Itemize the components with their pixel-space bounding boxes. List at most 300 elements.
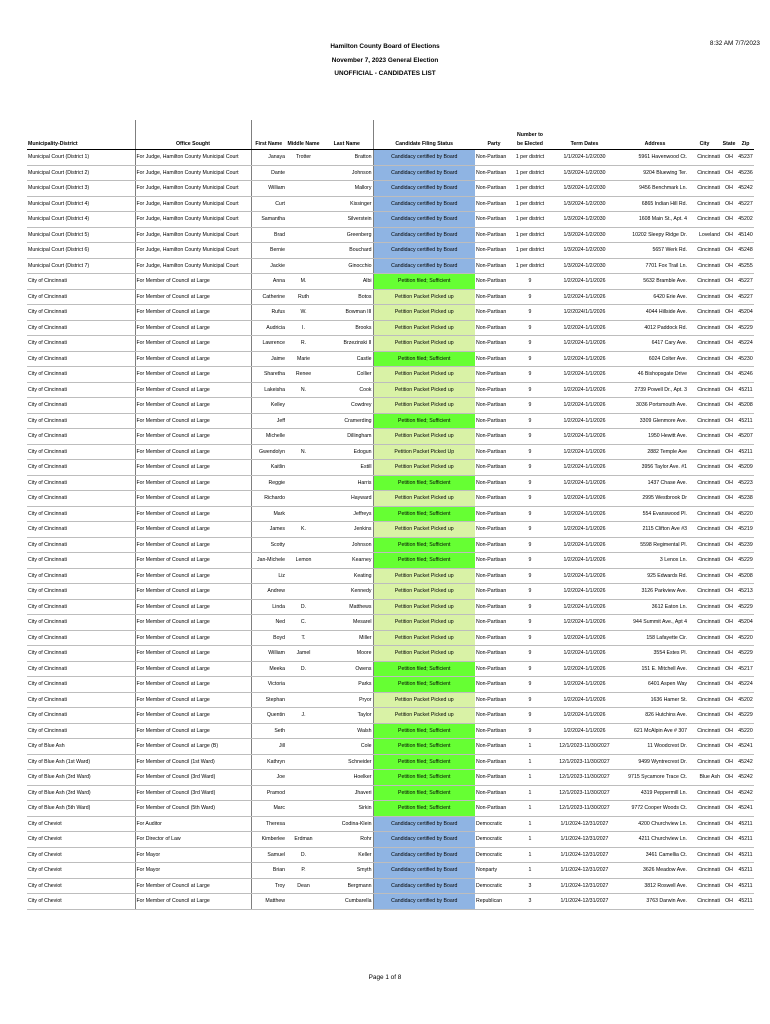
cell-middle-name	[286, 677, 321, 693]
cell-status: Petition Packet Picked up	[373, 599, 475, 615]
cell-term-dates: 1/2/2024-1/1/2026	[547, 491, 622, 507]
cell-status: Petition Packet Picked up	[373, 305, 475, 321]
cell-city: Cincinnati	[688, 429, 721, 445]
cell-office: For Member of Council at Large	[135, 475, 251, 491]
cell-number-elected: 1 per district	[513, 227, 547, 243]
cell-address: 1437 Chase Ave.	[622, 475, 688, 491]
cell-office: For Member of Council at Large	[135, 661, 251, 677]
cell-zip: 45230	[737, 351, 754, 367]
cell-city: Cincinnati	[688, 661, 721, 677]
cell-state: OH	[721, 615, 737, 631]
cell-number-elected: 1 per district	[513, 181, 547, 197]
cell-office: For Member of Council at Large	[135, 568, 251, 584]
cell-party: Non-Partisan	[475, 568, 513, 584]
cell-city: Blue Ash	[688, 770, 721, 786]
cell-municipality: City of Blue Ash (3rd Ward)	[27, 785, 135, 801]
cell-middle-name	[286, 475, 321, 491]
table-row	[27, 398, 754, 414]
cell-office: For Member of Council at Large	[135, 615, 251, 631]
cell-municipality: Municipal Court (District 2)	[27, 165, 135, 181]
cell-number-elected: 9	[513, 506, 547, 522]
table-row	[27, 553, 754, 569]
cell-middle-name: Lemon	[286, 553, 321, 569]
cell-state: OH	[721, 413, 737, 429]
cell-municipality: City of Cincinnati	[27, 599, 135, 615]
cell-first-name: Liz	[251, 568, 286, 584]
cell-municipality: City of Cincinnati	[27, 537, 135, 553]
cell-municipality: City of Cincinnati	[27, 444, 135, 460]
cell-city: Cincinnati	[688, 351, 721, 367]
cell-number-elected: 9	[513, 584, 547, 600]
cell-first-name: Andrew	[251, 584, 286, 600]
table-row	[27, 150, 754, 166]
cell-term-dates: 1/2/2024-1/1/2026	[547, 506, 622, 522]
cell-zip: 45229	[737, 553, 754, 569]
cell-number-elected: 9	[513, 615, 547, 631]
table-row	[27, 863, 754, 879]
cell-first-name: Catherine	[251, 289, 286, 305]
cell-number-elected: 9	[513, 599, 547, 615]
cell-state: OH	[721, 274, 737, 290]
cell-zip: 45213	[737, 584, 754, 600]
cell-municipality: City of Cincinnati	[27, 460, 135, 476]
cell-first-name: Linda	[251, 599, 286, 615]
cell-status: Petition filed; Sufficient	[373, 739, 475, 755]
table-row	[27, 646, 754, 662]
cell-municipality: Municipal Court (District 5)	[27, 227, 135, 243]
cell-address: 621 McAlpin Ave # 307	[622, 723, 688, 739]
table-row	[27, 196, 754, 212]
cell-middle-name	[286, 584, 321, 600]
cell-office: For Member of Council at Large	[135, 878, 251, 894]
table-row	[27, 832, 754, 848]
cell-status: Candidacy certified by Board	[373, 243, 475, 259]
cell-status: Candidacy certified by Board	[373, 847, 475, 863]
cell-zip: 45209	[737, 460, 754, 476]
cell-city: Cincinnati	[688, 212, 721, 228]
cell-party: Non-Partisan	[475, 444, 513, 460]
cell-term-dates: 12/1/2023-11/30/2027	[547, 801, 622, 817]
cell-number-elected: 9	[513, 413, 547, 429]
cell-address: 1636 Hamer St.	[622, 692, 688, 708]
cell-status: Petition filed; Sufficient	[373, 770, 475, 786]
header-row	[27, 120, 754, 150]
cell-first-name: William	[251, 181, 286, 197]
cell-number-elected: 9	[513, 475, 547, 491]
cell-term-dates: 1/2/2024-1/1/2026	[547, 661, 622, 677]
cell-first-name: Dante	[251, 165, 286, 181]
cell-state: OH	[721, 537, 737, 553]
cell-term-dates: 1/1/2024-12/31/2027	[547, 878, 622, 894]
cell-last-name: Schneider	[321, 754, 373, 770]
candidates-table	[27, 120, 754, 910]
cell-city: Cincinnati	[688, 320, 721, 336]
col-status: Candidate Filing Status	[373, 120, 475, 150]
cell-status: Candidacy certified by Board	[373, 832, 475, 848]
cell-number-elected: 9	[513, 320, 547, 336]
cell-city: Cincinnati	[688, 832, 721, 848]
cell-first-name: Victoria	[251, 677, 286, 693]
cell-office: For Member of Council at Large	[135, 336, 251, 352]
cell-last-name: Brzezinski II	[321, 336, 373, 352]
cell-office: For Member of Council at Large	[135, 398, 251, 414]
cell-term-dates: 1/2/2024-1/1/2026	[547, 522, 622, 538]
cell-middle-name	[286, 754, 321, 770]
cell-state: OH	[721, 212, 737, 228]
cell-status: Candidacy certified by Board	[373, 816, 475, 832]
cell-term-dates: 1/2/2024-1/1/2026	[547, 584, 622, 600]
cell-address: 3461 Camellia Ct.	[622, 847, 688, 863]
cell-address: 3 Lenox Ln.	[622, 553, 688, 569]
cell-status: Candidacy certified by Board	[373, 196, 475, 212]
cell-zip: 45229	[737, 708, 754, 724]
cell-middle-name: Dean	[286, 878, 321, 894]
cell-status: Petition filed; Sufficient	[373, 677, 475, 693]
cell-first-name: Richardo	[251, 491, 286, 507]
table-row	[27, 568, 754, 584]
cell-address: 3126 Parkview Ave.	[622, 584, 688, 600]
cell-number-elected: 1	[513, 739, 547, 755]
cell-state: OH	[721, 801, 737, 817]
cell-state: OH	[721, 708, 737, 724]
cell-term-dates: 1/2/2024-1/1/2026	[547, 444, 622, 460]
cell-municipality: City of Cincinnati	[27, 475, 135, 491]
cell-term-dates: 1/2/2024-1/1/2026	[547, 646, 622, 662]
cell-municipality: City of Cincinnati	[27, 677, 135, 693]
cell-municipality: City of Blue Ash (3rd Ward)	[27, 770, 135, 786]
table-row	[27, 227, 754, 243]
cell-term-dates: 1/2/2024-1/1/2026	[547, 553, 622, 569]
cell-zip: 45202	[737, 692, 754, 708]
cell-first-name: Jeff	[251, 413, 286, 429]
cell-first-name: Janaya	[251, 150, 286, 166]
cell-status: Petition filed; Sufficient	[373, 274, 475, 290]
cell-party: Non-Partisan	[475, 413, 513, 429]
cell-municipality: City of Cincinnati	[27, 382, 135, 398]
cell-office: For Member of Council at Large	[135, 274, 251, 290]
col-office: Office Sought	[135, 120, 251, 150]
cell-party: Non-Partisan	[475, 739, 513, 755]
cell-status: Petition filed; Sufficient	[373, 754, 475, 770]
cell-party: Non-Partisan	[475, 723, 513, 739]
cell-municipality: City of Cheviot	[27, 816, 135, 832]
cell-municipality: City of Cincinnati	[27, 274, 135, 290]
cell-address: 944 Summit Ave., Apt 4	[622, 615, 688, 631]
cell-middle-name: R.	[286, 336, 321, 352]
cell-zip: 45246	[737, 367, 754, 383]
cell-address: 5657 Werk Rd.	[622, 243, 688, 259]
cell-municipality: City of Cincinnati	[27, 553, 135, 569]
cell-city: Cincinnati	[688, 801, 721, 817]
cell-municipality: City of Cincinnati	[27, 398, 135, 414]
cell-zip: 45229	[737, 320, 754, 336]
cell-term-dates: 1/1/2024-12/31/2027	[547, 894, 622, 910]
cell-zip: 45217	[737, 661, 754, 677]
cell-party: Non-Partisan	[475, 165, 513, 181]
cell-city: Cincinnati	[688, 553, 721, 569]
cell-first-name: Stephan	[251, 692, 286, 708]
table-row	[27, 847, 754, 863]
cell-number-elected: 1 per district	[513, 196, 547, 212]
cell-city: Cincinnati	[688, 739, 721, 755]
cell-last-name: Moore	[321, 646, 373, 662]
cell-term-dates: 1/1/2024-1/2/2030	[547, 150, 622, 166]
table-row	[27, 305, 754, 321]
cell-address: 9715 Sycamore Trace Ct.	[622, 770, 688, 786]
cell-address: 4200 Churchview Ln.	[622, 816, 688, 832]
cell-municipality: City of Cincinnati	[27, 522, 135, 538]
cell-city: Cincinnati	[688, 708, 721, 724]
cell-first-name: Kelley	[251, 398, 286, 414]
cell-zip: 45224	[737, 336, 754, 352]
cell-middle-name	[286, 568, 321, 584]
cell-municipality: City of Cincinnati	[27, 723, 135, 739]
cell-address: 1608 Main St., Apt. 4	[622, 212, 688, 228]
cell-city: Cincinnati	[688, 398, 721, 414]
cell-city: Cincinnati	[688, 382, 721, 398]
cell-state: OH	[721, 739, 737, 755]
cell-middle-name	[286, 398, 321, 414]
cell-office: For Member of Council (1st Ward)	[135, 754, 251, 770]
cell-state: OH	[721, 289, 737, 305]
cell-first-name: Matthew	[251, 894, 286, 910]
cell-term-dates: 1/3/2024-1/2/2030	[547, 165, 622, 181]
cell-address: 2115 Clifton Ave #3	[622, 522, 688, 538]
cell-middle-name: T.	[286, 630, 321, 646]
table-row	[27, 816, 754, 832]
cell-party: Non-Partisan	[475, 181, 513, 197]
cell-municipality: City of Cincinnati	[27, 661, 135, 677]
cell-zip: 45224	[737, 677, 754, 693]
cell-state: OH	[721, 351, 737, 367]
cell-status: Petition filed; Sufficient	[373, 506, 475, 522]
cell-middle-name: D.	[286, 847, 321, 863]
cell-first-name: Joe	[251, 770, 286, 786]
cell-party: Non-Partisan	[475, 677, 513, 693]
col-term-dates: Term Dates	[547, 120, 622, 150]
cell-last-name: Johnson	[321, 537, 373, 553]
cell-municipality: Municipal Court (District 4)	[27, 196, 135, 212]
table-row	[27, 475, 754, 491]
table-row	[27, 692, 754, 708]
cell-city: Cincinnati	[688, 646, 721, 662]
cell-middle-name	[286, 165, 321, 181]
cell-term-dates: 1/2/2024-1/1/2026	[547, 289, 622, 305]
cell-middle-name	[286, 723, 321, 739]
cell-zip: 45208	[737, 398, 754, 414]
table-row	[27, 677, 754, 693]
table-row	[27, 258, 754, 274]
cell-last-name: Cramerding	[321, 413, 373, 429]
cell-status: Candidacy certified by Board	[373, 150, 475, 166]
cell-last-name: Mesarel	[321, 615, 373, 631]
cell-municipality: City of Cincinnati	[27, 491, 135, 507]
cell-first-name: Meeka	[251, 661, 286, 677]
cell-address: 6417 Cary Ave.	[622, 336, 688, 352]
cell-term-dates: 1/1/2024-12/31/2027	[547, 863, 622, 879]
cell-office: For Member of Council at Large	[135, 599, 251, 615]
cell-first-name: Kimberlee	[251, 832, 286, 848]
cell-municipality: City of Cincinnati	[27, 351, 135, 367]
cell-status: Petition Packet Picked up	[373, 646, 475, 662]
cell-party: Republican	[475, 894, 513, 910]
cell-party: Non-Partisan	[475, 646, 513, 662]
cell-first-name: Reggie	[251, 475, 286, 491]
cell-term-dates: 1/2/2024-1/1/2026	[547, 537, 622, 553]
table-row	[27, 336, 754, 352]
cell-middle-name: I.	[286, 320, 321, 336]
cell-zip: 45227	[737, 274, 754, 290]
cell-first-name: Bernie	[251, 243, 286, 259]
cell-state: OH	[721, 584, 737, 600]
cell-address: 5632 Bramble Ave.	[622, 274, 688, 290]
cell-municipality: City of Cincinnati	[27, 568, 135, 584]
cell-party: Non-Partisan	[475, 367, 513, 383]
cell-last-name: Codina-Klein	[321, 816, 373, 832]
table-row	[27, 801, 754, 817]
cell-address: 826 Hutchins Ave.	[622, 708, 688, 724]
table-row	[27, 894, 754, 910]
cell-office: For Member of Council at Large	[135, 351, 251, 367]
cell-status: Petition filed; Sufficient	[373, 785, 475, 801]
table-row	[27, 506, 754, 522]
cell-address: 9456 Benchmark Ln.	[622, 181, 688, 197]
cell-last-name: Jhaveri	[321, 785, 373, 801]
cell-status: Candidacy certified by Board	[373, 181, 475, 197]
cell-address: 2995 Westbrook Dr	[622, 491, 688, 507]
cell-zip: 45241	[737, 739, 754, 755]
cell-status: Petition Packet Picked up	[373, 289, 475, 305]
cell-middle-name: Renee	[286, 367, 321, 383]
cell-zip: 45211	[737, 413, 754, 429]
cell-zip: 45220	[737, 723, 754, 739]
cell-first-name: Jaime	[251, 351, 286, 367]
cell-zip: 45140	[737, 227, 754, 243]
table-row	[27, 367, 754, 383]
cell-municipality: City of Blue Ash (1st Ward)	[27, 754, 135, 770]
cell-municipality: City of Cincinnati	[27, 429, 135, 445]
cell-first-name: Sharetha	[251, 367, 286, 383]
cell-zip: 45204	[737, 615, 754, 631]
cell-city: Cincinnati	[688, 863, 721, 879]
table-row	[27, 878, 754, 894]
cell-middle-name	[286, 801, 321, 817]
cell-state: OH	[721, 150, 737, 166]
cell-first-name: Mark	[251, 506, 286, 522]
cell-city: Cincinnati	[688, 630, 721, 646]
cell-zip: 45220	[737, 506, 754, 522]
cell-number-elected: 1 per district	[513, 258, 547, 274]
cell-last-name: Taylor	[321, 708, 373, 724]
cell-city: Cincinnati	[688, 289, 721, 305]
cell-number-elected: 1	[513, 832, 547, 848]
cell-term-dates: 1/1/2024-12/31/2027	[547, 832, 622, 848]
cell-middle-name: Trotter	[286, 150, 321, 166]
cell-city: Cincinnati	[688, 847, 721, 863]
cell-address: 7701 Fox Trail Ln.	[622, 258, 688, 274]
col-address: Address	[622, 120, 688, 150]
cell-number-elected: 3	[513, 878, 547, 894]
table-row	[27, 382, 754, 398]
table-row	[27, 491, 754, 507]
cell-party: Non-Partisan	[475, 661, 513, 677]
cell-address: 3812 Roswell Ave.	[622, 878, 688, 894]
cell-term-dates: 1/2/2024-1/1/2026	[547, 599, 622, 615]
cell-last-name: Walsh	[321, 723, 373, 739]
cell-address: 2882 Temple Ave	[622, 444, 688, 460]
col-first-name: First Name	[251, 120, 286, 150]
cell-municipality: City of Cincinnati	[27, 413, 135, 429]
cell-middle-name: K.	[286, 522, 321, 538]
table-row	[27, 708, 754, 724]
cell-address: 6401 Aspen Way	[622, 677, 688, 693]
cell-municipality: City of Cincinnati	[27, 584, 135, 600]
cell-zip: 45211	[737, 863, 754, 879]
cell-number-elected: 9	[513, 274, 547, 290]
cell-city: Cincinnati	[688, 150, 721, 166]
cell-party: Non-Partisan	[475, 599, 513, 615]
cell-office: For Member of Council at Large	[135, 708, 251, 724]
cell-zip: 45227	[737, 196, 754, 212]
cell-city: Cincinnati	[688, 243, 721, 259]
cell-address: 5961 Havenwood Ct.	[622, 150, 688, 166]
cell-term-dates: 12/1/2023-11/30/2027	[547, 770, 622, 786]
table-row	[27, 661, 754, 677]
cell-office: For Member of Council (5th Ward)	[135, 801, 251, 817]
table-row	[27, 630, 754, 646]
cell-municipality: Municipal Court (District 6)	[27, 243, 135, 259]
cell-zip: 45219	[737, 522, 754, 538]
cell-last-name: Keller	[321, 847, 373, 863]
cell-status: Petition Packet Picked up	[373, 398, 475, 414]
cell-office: For Member of Council at Large	[135, 677, 251, 693]
cell-state: OH	[721, 522, 737, 538]
cell-zip: 45242	[737, 754, 754, 770]
cell-address: 925 Edwards Rd.	[622, 568, 688, 584]
cell-party: Non-Partisan	[475, 289, 513, 305]
cell-zip: 45220	[737, 630, 754, 646]
cell-state: OH	[721, 894, 737, 910]
cell-city: Cincinnati	[688, 460, 721, 476]
cell-term-dates: 1/3/2024-1/2/2030	[547, 181, 622, 197]
cell-last-name: Keating	[321, 568, 373, 584]
cell-status: Petition Packet Picked up	[373, 615, 475, 631]
cell-term-dates: 1/2/2024-1/1/2026	[547, 398, 622, 414]
cell-number-elected: 1 per district	[513, 243, 547, 259]
cell-number-elected: 9	[513, 444, 547, 460]
col-municipality: Municipality-District	[27, 120, 135, 150]
cell-office: For Member of Council at Large (B)	[135, 739, 251, 755]
cell-status: Petition filed; Sufficient	[373, 661, 475, 677]
table-row	[27, 723, 754, 739]
cell-middle-name	[286, 460, 321, 476]
cell-first-name: Jackie	[251, 258, 286, 274]
cell-municipality: City of Cincinnati	[27, 615, 135, 631]
cell-last-name: Smyth	[321, 863, 373, 879]
cell-address: 3036 Portsmouth Ave.	[622, 398, 688, 414]
cell-party: Non-Partisan	[475, 258, 513, 274]
cell-state: OH	[721, 196, 737, 212]
cell-office: For Member of Council at Large	[135, 305, 251, 321]
cell-city: Cincinnati	[688, 816, 721, 832]
cell-party: Non-Partisan	[475, 351, 513, 367]
col-state: State	[721, 120, 737, 150]
cell-number-elected: 9	[513, 398, 547, 414]
cell-middle-name: Marie	[286, 351, 321, 367]
cell-state: OH	[721, 646, 737, 662]
cell-address: 3626 Meadow Ave.	[622, 863, 688, 879]
cell-last-name: Matthews	[321, 599, 373, 615]
